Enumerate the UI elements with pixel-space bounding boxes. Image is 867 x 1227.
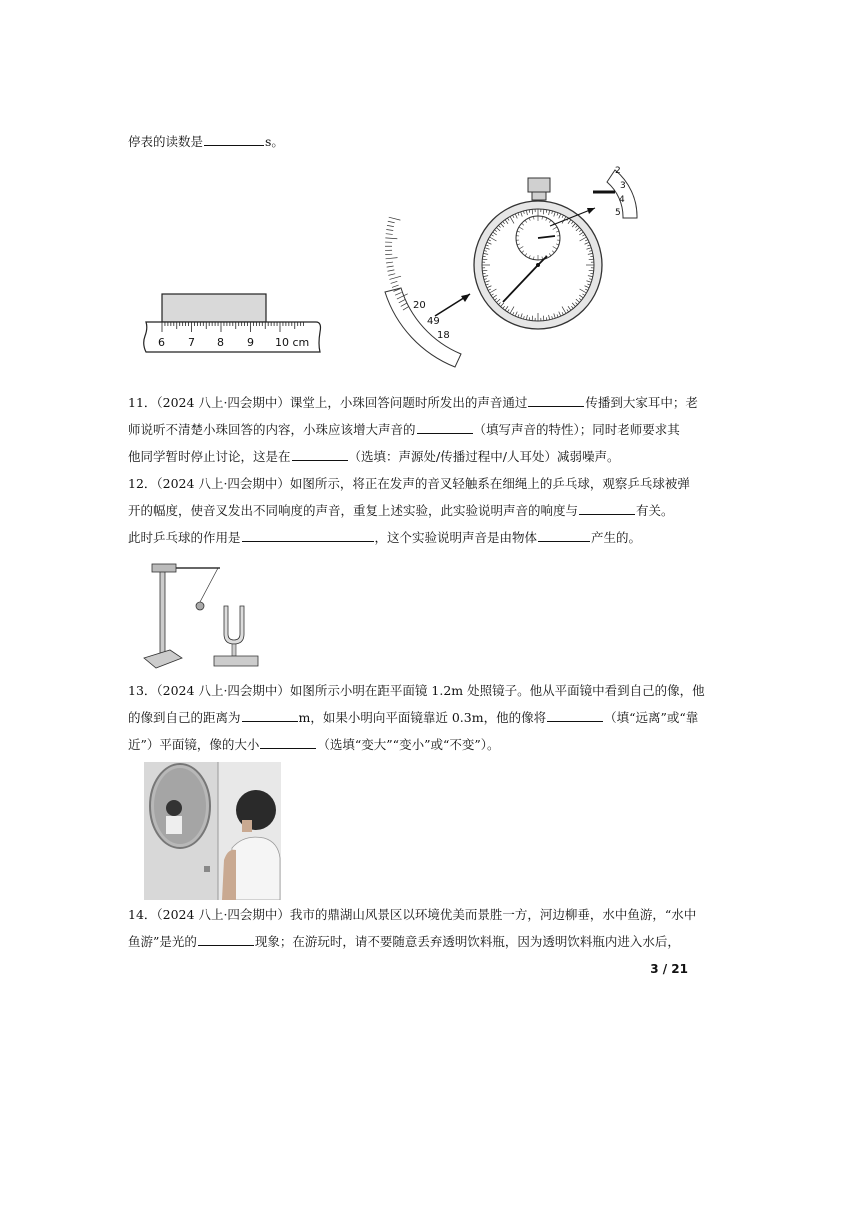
text: ，这个实验说明声音是由物体	[374, 530, 538, 545]
arrow-head	[587, 208, 595, 214]
block	[162, 294, 266, 322]
answer-blank	[242, 709, 298, 722]
boy-ear	[242, 820, 252, 832]
text: （选填“变大”“变小”或“不变”）。	[317, 737, 500, 752]
stand-base	[144, 650, 182, 668]
text: 传播到大家耳中；老	[585, 395, 698, 410]
tick	[389, 217, 401, 220]
ruler-label: 6	[158, 336, 165, 349]
fork-stem	[232, 644, 236, 656]
tick	[386, 262, 393, 263]
text: 11．（2024 八上·四会期中）课堂上，小珠回答问题时所发出的声音通过	[128, 395, 528, 410]
text: 的像到自己的距离为	[128, 710, 241, 725]
tick	[391, 281, 398, 283]
scale-label: 2	[615, 166, 621, 176]
tick	[387, 266, 394, 267]
tick	[387, 225, 394, 226]
text: （选填：声源处/传播过程中/人耳处）减弱噪声。	[348, 449, 620, 464]
scale-label: 4	[619, 195, 625, 205]
text: 现象；在游玩时，请不要随意丢弃透明饮料瓶，因为透明饮料瓶内进入水后，	[254, 934, 680, 949]
crown	[528, 178, 550, 192]
tick	[385, 238, 397, 239]
stopwatch-figure	[375, 162, 645, 372]
answer-blank	[417, 421, 473, 434]
text: 师说听不清楚小珠回答的内容，小珠应该增大声音的	[128, 422, 416, 437]
ping-pong-ball	[196, 602, 204, 610]
arrow-head	[461, 294, 470, 302]
answer-blank	[579, 502, 635, 515]
question-11-line-3	[128, 448, 688, 466]
tick	[389, 276, 401, 279]
question-12-line-2	[128, 502, 688, 520]
ruler-label: 9	[247, 336, 254, 349]
ruler-figure	[140, 288, 325, 358]
hub	[536, 263, 540, 267]
answer-blank	[204, 133, 264, 146]
question-13-line-2	[128, 709, 699, 727]
text: 14．（2024 八上·四会期中）我市的鼎湖山风景区以环境优美而景胜一方，河边柳垂，水中鱼游，“水中	[128, 907, 697, 922]
text: 他同学暂时停止讨论，这是在	[128, 449, 291, 464]
string	[200, 568, 218, 602]
text: （填“远离”或“靠	[604, 710, 699, 725]
answer-blank	[242, 529, 374, 542]
intro-text: 停表的读数是	[128, 134, 204, 149]
scale-label: 20	[413, 300, 426, 311]
text: m，如果小明向平面镜靠近 0.3m，他的像将	[298, 710, 547, 725]
answer-blank	[260, 736, 316, 749]
answer-blank	[292, 448, 348, 461]
text: 13．（2024 八上·四会期中）如图所示小明在距平面镜 1.2m 处照镜子。他从平面镜中看到自己的像，他	[128, 683, 705, 698]
switch	[204, 866, 210, 872]
text: 此时乒乓球的作用是	[128, 530, 241, 545]
ruler-label: 7	[188, 336, 195, 349]
text: 12．（2024 八上·四会期中）如图所示，将正在发声的音叉轻触系在细绳上的乒乓球，观察乒乓球被弹	[128, 476, 690, 491]
mirror-photo	[144, 762, 281, 900]
answer-blank	[538, 529, 590, 542]
answer-blank	[198, 933, 254, 946]
small-magnified-scale	[607, 170, 637, 218]
tick	[387, 270, 394, 271]
reflection-body	[166, 816, 182, 834]
question-11-line-1	[128, 394, 698, 412]
scale-label: 18	[437, 330, 450, 341]
answer-blank	[528, 394, 584, 407]
text: （填写声音的特性）；同时老师要求其	[473, 422, 680, 437]
stand-clamp	[152, 564, 176, 572]
tuning-fork-figure	[140, 558, 265, 673]
text: 有关。	[636, 503, 674, 518]
question-11-line-2	[128, 421, 688, 439]
reflection-head	[166, 800, 182, 816]
crown-stem	[532, 192, 546, 200]
page-number: 3 / 21	[650, 962, 688, 976]
intro-unit: s。	[265, 134, 284, 149]
scale-label: 3	[620, 181, 626, 191]
answer-blank	[547, 709, 603, 722]
scale-label: 5	[615, 208, 621, 218]
question-12-line-1	[128, 475, 688, 493]
text: 开的幅度，使音叉发出不同响度的声音，重复上述实验，此实验说明声音的响度与	[128, 503, 579, 518]
question-14-line-2	[128, 933, 688, 951]
question-14-line-1	[128, 906, 697, 924]
text: 近”）平面镜，像的大小	[128, 737, 260, 752]
tick	[388, 221, 395, 223]
scale-label: 49	[427, 316, 440, 327]
question-13-line-1	[128, 682, 705, 700]
stand-pole	[160, 568, 165, 660]
question-13-line-3	[128, 736, 688, 754]
text: 鱼游”是光的	[128, 934, 197, 949]
tick	[386, 258, 398, 259]
question-12-line-3	[128, 529, 688, 547]
stopwatch-question-tail	[128, 133, 688, 151]
tick	[386, 230, 393, 231]
fork-base	[214, 656, 258, 666]
boy-shirt	[230, 837, 280, 900]
tick	[392, 285, 399, 287]
text: 产生的。	[591, 530, 642, 545]
ruler-label: 8	[217, 336, 224, 349]
tick	[386, 234, 393, 235]
tuning-fork	[224, 606, 244, 644]
tick	[388, 274, 395, 276]
ruler-label: 10 cm	[275, 336, 310, 349]
